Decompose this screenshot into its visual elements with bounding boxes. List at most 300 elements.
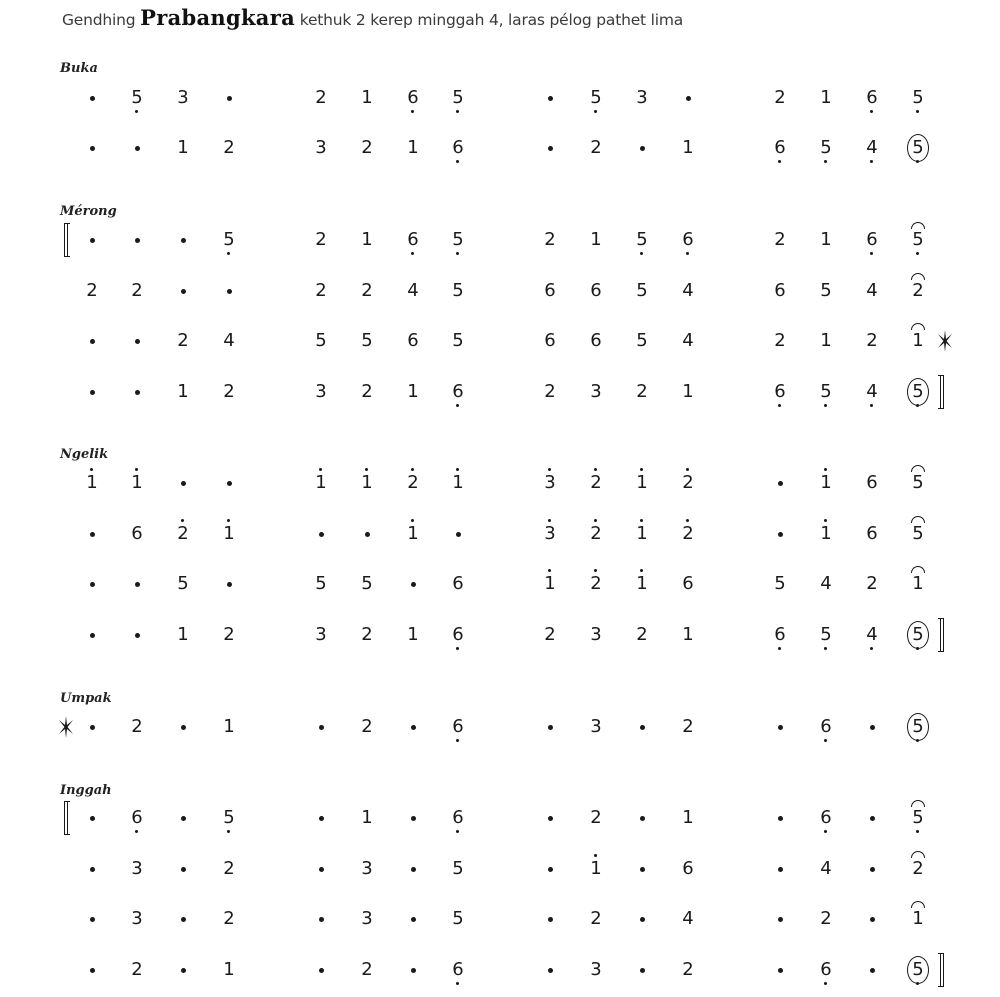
note-cell [214,377,244,407]
note-digit: 1 [407,137,419,158]
note-cell [903,803,933,833]
rest-cell [122,569,152,599]
note-cell [443,276,473,306]
note-digit: 2 [361,959,373,980]
note-digit: 1 [682,624,694,645]
note-digit: 1 [177,381,189,402]
note-cell [122,519,152,549]
note-digit: 6 [820,716,832,737]
note-cell [811,519,841,549]
repeat-open-bracket [64,801,70,835]
rest-cell [352,519,382,549]
rest-dot [227,582,232,587]
rest-dot [181,289,186,294]
note-digit: 4 [820,858,832,879]
rest-cell [168,468,198,498]
rest-cell [398,854,428,884]
repeat-close-bracket [938,375,944,409]
note-cell [811,326,841,356]
note-digit: 2 [407,472,419,493]
note-digit: 1 [407,381,419,402]
rest-dot [90,867,95,872]
rest-cell [443,519,473,549]
note-digit: 3 [636,87,648,108]
note-digit: 1 [820,330,832,351]
note-cell [581,854,611,884]
rest-cell [306,904,336,934]
rest-dot [90,238,95,243]
note-cell [443,326,473,356]
note-digit: 2 [315,280,327,301]
note-cell [443,225,473,255]
rest-cell [857,904,887,934]
rest-cell [398,712,428,742]
rest-cell [857,712,887,742]
note-digit: 6 [820,807,832,828]
rest-cell [122,225,152,255]
note-cell [673,712,703,742]
note-digit: 5 [452,908,464,929]
note-cell [122,468,152,498]
note-digit: 2 [361,381,373,402]
note-cell [306,83,336,113]
note-digit: 6 [452,959,464,980]
note-cell [77,468,107,498]
note-cell [214,326,244,356]
rest-dot [135,582,140,587]
note-cell [214,519,244,549]
note-cell [903,133,933,163]
note-cell [443,83,473,113]
note-digit: 6 [866,229,878,250]
note-digit: 1 [682,807,694,828]
note-cell [903,904,933,934]
rest-dot [411,725,416,730]
rest-cell [627,803,657,833]
rest-dot [90,816,95,821]
note-cell [352,904,382,934]
note-cell [673,377,703,407]
rest-dot [456,532,461,537]
rest-dot [181,816,186,821]
note-digit: 1 [452,472,464,493]
note-cell [811,803,841,833]
note-digit: 1 [177,624,189,645]
rest-dot [90,146,95,151]
note-cell [811,955,841,985]
note-cell [581,620,611,650]
note-cell [903,712,933,742]
rest-dot [548,816,553,821]
note-digit: 2 [820,908,832,929]
note-cell [903,519,933,549]
note-cell [306,468,336,498]
note-digit: 2 [177,523,189,544]
note-cell [352,133,382,163]
note-cell [811,133,841,163]
rest-dot [181,481,186,486]
note-digit: 1 [177,137,189,158]
note-cell [581,712,611,742]
rest-dot [365,532,370,537]
note-cell [673,620,703,650]
gong-circle-icon [907,956,929,984]
note-cell [673,569,703,599]
rest-dot [411,816,416,821]
note-digit: 4 [866,381,878,402]
note-digit: 3 [315,381,327,402]
note-cell [765,276,795,306]
rest-cell [765,854,795,884]
rest-dot [135,390,140,395]
note-cell [627,620,657,650]
rest-dot [778,725,783,730]
note-digit: 6 [682,858,694,879]
note-digit: 2 [131,959,143,980]
note-cell [811,276,841,306]
rest-dot [870,816,875,821]
rest-dot [135,339,140,344]
note-cell [811,468,841,498]
rest-dot [319,816,324,821]
note-cell [581,519,611,549]
note-digit: 3 [590,959,602,980]
note-cell [627,276,657,306]
section-label: Umpak [60,691,112,706]
note-digit: 2 [636,624,648,645]
note-cell [857,468,887,498]
rest-dot [319,968,324,973]
note-digit: 1 [361,807,373,828]
section-label: Inggah [60,783,112,798]
star-marker-icon [937,330,953,352]
note-cell [581,569,611,599]
note-digit: 3 [177,87,189,108]
rest-dot [640,725,645,730]
note-digit: 2 [774,330,786,351]
rest-dot [319,725,324,730]
note-digit: 6 [682,229,694,250]
note-digit: 5 [912,381,924,402]
note-digit: 1 [820,472,832,493]
note-cell [168,377,198,407]
rest-dot [411,917,416,922]
note-digit: 5 [912,624,924,645]
rest-dot [181,968,186,973]
rest-cell [857,854,887,884]
note-digit: 5 [820,381,832,402]
rest-cell [627,712,657,742]
rest-cell [535,904,565,934]
note-digit: 2 [177,330,189,351]
note-digit: 6 [407,87,419,108]
note-cell [352,276,382,306]
note-digit: 5 [774,573,786,594]
note-cell [443,468,473,498]
note-digit: 4 [407,280,419,301]
note-digit: 4 [866,280,878,301]
gong-circle-icon [907,713,929,741]
rest-cell [77,955,107,985]
note-digit: 2 [361,137,373,158]
note-digit: 5 [820,280,832,301]
note-digit: 5 [223,229,235,250]
note-digit: 5 [912,87,924,108]
rest-dot [90,968,95,973]
rest-cell [77,854,107,884]
repeat-close-bracket [938,618,944,652]
rest-cell [627,854,657,884]
note-digit: 1 [912,573,924,594]
note-digit: 1 [590,858,602,879]
note-digit: 1 [315,472,327,493]
rest-cell [77,326,107,356]
note-digit: 2 [86,280,98,301]
note-digit: 5 [636,229,648,250]
rest-dot [640,917,645,922]
section-label: Mérong [60,204,117,219]
note-digit: 2 [223,137,235,158]
note-digit: 5 [361,573,373,594]
note-cell [214,133,244,163]
rest-cell [765,904,795,934]
note-cell [352,468,382,498]
rest-dot [90,339,95,344]
rest-dot [411,867,416,872]
note-cell [214,955,244,985]
note-cell [857,569,887,599]
note-cell [306,133,336,163]
note-digit: 3 [590,624,602,645]
note-cell [398,133,428,163]
note-digit: 2 [223,858,235,879]
note-cell [122,854,152,884]
note-cell [398,519,428,549]
note-digit: 5 [912,959,924,980]
rest-cell [535,854,565,884]
rest-dot [640,146,645,151]
rest-cell [765,803,795,833]
rest-dot [548,968,553,973]
rest-dot [90,917,95,922]
gong-circle-icon [907,621,929,649]
note-digit: 2 [682,716,694,737]
note-cell [122,803,152,833]
note-cell [352,377,382,407]
note-digit: 2 [131,716,143,737]
rest-dot [90,96,95,101]
note-cell [214,803,244,833]
note-digit: 4 [223,330,235,351]
note-digit: 6 [407,330,419,351]
rest-dot [870,917,875,922]
note-cell [903,569,933,599]
note-cell [443,620,473,650]
note-cell [214,854,244,884]
note-digit: 2 [590,137,602,158]
note-cell [443,854,473,884]
rest-cell [77,620,107,650]
rest-cell [765,468,795,498]
rest-dot [227,289,232,294]
rest-cell [168,955,198,985]
note-cell [306,569,336,599]
note-digit: 1 [361,229,373,250]
rest-cell [398,955,428,985]
note-cell [765,377,795,407]
note-digit: 1 [912,330,924,351]
note-cell [352,712,382,742]
rest-dot [548,917,553,922]
note-digit: 3 [315,624,327,645]
note-cell [535,569,565,599]
rest-cell [168,712,198,742]
note-digit: 5 [590,87,602,108]
note-digit: 1 [361,472,373,493]
rest-cell [214,83,244,113]
note-digit: 3 [361,858,373,879]
rest-cell [77,569,107,599]
note-digit: 2 [866,330,878,351]
rest-cell [77,133,107,163]
note-cell [765,133,795,163]
note-cell [581,133,611,163]
rest-cell [765,712,795,742]
note-cell [627,326,657,356]
rest-dot [548,96,553,101]
note-digit: 5 [912,472,924,493]
note-cell [443,712,473,742]
note-digit: 6 [131,523,143,544]
note-digit: 5 [315,573,327,594]
note-cell [535,468,565,498]
rest-cell [535,712,565,742]
note-cell [627,377,657,407]
note-digit: 5 [636,280,648,301]
note-digit: 2 [912,858,924,879]
note-cell [352,803,382,833]
note-cell [627,519,657,549]
note-digit: 2 [682,472,694,493]
rest-dot [411,582,416,587]
section-label: Buka [60,61,98,76]
note-digit: 6 [866,87,878,108]
note-digit: 1 [636,472,648,493]
note-digit: 2 [590,807,602,828]
note-cell [581,276,611,306]
section-label: Ngelik [60,447,109,462]
note-cell [903,326,933,356]
page-title [62,5,683,30]
note-digit: 3 [544,472,556,493]
note-cell [581,83,611,113]
note-digit: 2 [544,381,556,402]
note-cell [857,276,887,306]
rest-dot [135,146,140,151]
note-digit: 6 [590,330,602,351]
rest-cell [398,904,428,934]
note-digit: 6 [544,330,556,351]
note-cell [765,225,795,255]
rest-dot [319,917,324,922]
note-cell [903,83,933,113]
note-digit: 2 [590,523,602,544]
note-cell [535,377,565,407]
note-cell [535,519,565,549]
rest-dot [548,146,553,151]
rest-dot [90,633,95,638]
note-cell [398,225,428,255]
note-digit: 2 [590,573,602,594]
note-digit: 1 [86,472,98,493]
rest-cell [168,225,198,255]
rest-cell [306,712,336,742]
note-cell [122,83,152,113]
note-digit: 6 [544,280,556,301]
rest-dot [778,816,783,821]
note-cell [765,326,795,356]
rest-dot [686,96,691,101]
note-cell [903,955,933,985]
note-cell [306,326,336,356]
note-cell [168,326,198,356]
rest-cell [168,854,198,884]
note-digit: 6 [452,137,464,158]
note-digit: 3 [131,908,143,929]
rest-cell [398,803,428,833]
note-cell [811,904,841,934]
note-digit: 5 [452,858,464,879]
rest-cell [77,803,107,833]
note-digit: 6 [452,807,464,828]
note-cell [627,83,657,113]
note-cell [352,326,382,356]
note-digit: 1 [223,716,235,737]
note-digit: 1 [590,229,602,250]
note-cell [398,276,428,306]
note-digit: 2 [223,624,235,645]
note-cell [352,955,382,985]
title-suffix: kethuk 2 kerep minggah 4, laras pélog pathet lima [299,11,684,29]
note-digit: 6 [774,624,786,645]
note-cell [398,620,428,650]
rest-cell [214,569,244,599]
note-digit: 1 [636,523,648,544]
note-cell [765,83,795,113]
note-cell [673,133,703,163]
rest-dot [90,532,95,537]
note-digit: 2 [131,280,143,301]
rest-cell [214,468,244,498]
note-cell [811,83,841,113]
note-digit: 6 [452,381,464,402]
rest-cell [77,225,107,255]
rest-dot [181,867,186,872]
note-cell [811,377,841,407]
note-cell [306,276,336,306]
rest-dot [870,968,875,973]
note-digit: 6 [452,573,464,594]
note-digit: 5 [315,330,327,351]
note-digit: 2 [866,573,878,594]
note-cell [903,854,933,884]
repeat-close-bracket [938,953,944,987]
note-digit: 1 [361,87,373,108]
note-cell [352,225,382,255]
note-cell [443,377,473,407]
note-cell [903,377,933,407]
rest-cell [77,519,107,549]
